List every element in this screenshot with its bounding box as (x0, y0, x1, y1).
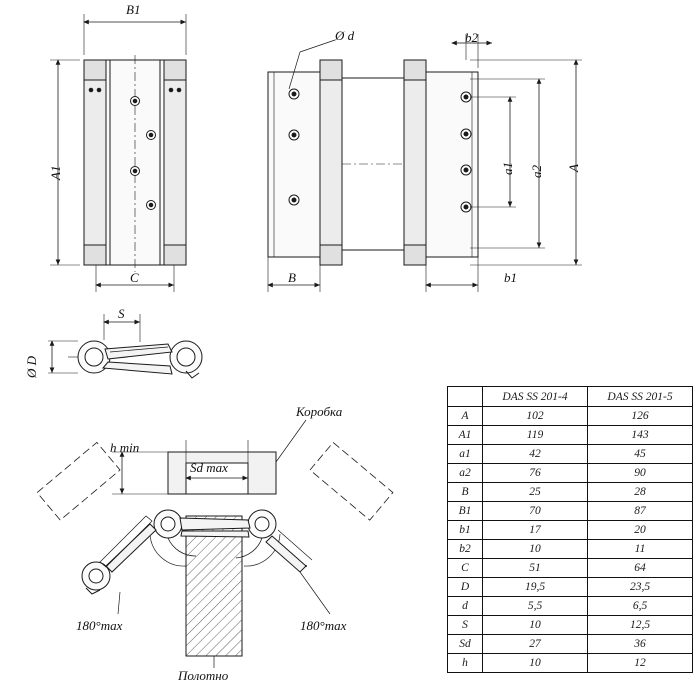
dimension-label-S: S (118, 306, 125, 321)
table-column-header-1: DAS SS 201-5 (588, 387, 693, 407)
table-cell-value-1: 42 (483, 445, 588, 464)
dimension-label-A: A (566, 164, 581, 172)
dimension-label-sd-max: Sd max (190, 460, 228, 475)
dimension-label-A1: A1 (48, 165, 63, 180)
table-cell-param: a2 (448, 464, 483, 483)
table-row (448, 464, 693, 483)
table-row (448, 502, 693, 521)
dimension-label-a1: a1 (500, 162, 515, 175)
table-cell-value-2: 28 (588, 483, 693, 502)
dimension-label-h-min: h min (110, 440, 140, 455)
table-cell-value-1: 10 (483, 616, 588, 635)
table-row (448, 445, 693, 464)
annotation-angle-right: 180°max (300, 618, 347, 633)
table-cell-value-2: 6,5 (588, 597, 693, 616)
section-view (48, 314, 202, 378)
dimension-label-b2: b2 (465, 30, 478, 45)
table-cell-value-2: 87 (588, 502, 693, 521)
table-cell-param: S (448, 616, 483, 635)
table-cell-value-2: 11 (588, 540, 693, 559)
table-cell-value-1: 51 (483, 559, 588, 578)
table-cell-param: C (448, 559, 483, 578)
table-cell-param: b2 (448, 540, 483, 559)
table-cell-param: D (448, 578, 483, 597)
table-row (448, 559, 693, 578)
table-row (448, 578, 693, 597)
table-cell-value-2: 90 (588, 464, 693, 483)
table-row (448, 654, 693, 673)
dimension-label-diameter-d: Ø d (335, 28, 355, 43)
table-column-header-0: DAS SS 201-4 (483, 387, 588, 407)
table-cell-value-2: 12 (588, 654, 693, 673)
dimension-label-a2: a2 (529, 165, 544, 178)
table-cell-param: b1 (448, 521, 483, 540)
dimension-label-b1: b1 (504, 270, 517, 285)
table-cell-param: B (448, 483, 483, 502)
table-cell-value-1: 25 (483, 483, 588, 502)
table-cell-value-2: 12,5 (588, 616, 693, 635)
table-row (448, 635, 693, 654)
table-cell-value-2: 23,5 (588, 578, 693, 597)
table-cell-value-2: 45 (588, 445, 693, 464)
dimension-label-C: C (130, 270, 139, 285)
table-cell-value-2: 143 (588, 426, 693, 445)
table-cell-value-1: 5,5 (483, 597, 588, 616)
side-view (268, 34, 582, 292)
table-cell-param: B1 (448, 502, 483, 521)
table-row (448, 597, 693, 616)
annotation-korobka: Коробка (296, 404, 343, 419)
front-view (50, 14, 186, 292)
table-row (448, 407, 693, 426)
table-cell-value-1: 102 (483, 407, 588, 426)
annotation-angle-left: 180°max (76, 618, 123, 633)
table-cell-param: d (448, 597, 483, 616)
table-row (448, 426, 693, 445)
table-cell-value-2: 64 (588, 559, 693, 578)
table-row (448, 540, 693, 559)
table-cell-value-2: 126 (588, 407, 693, 426)
table-cell-param: A (448, 407, 483, 426)
table-row (448, 483, 693, 502)
table-cell-value-1: 17 (483, 521, 588, 540)
dimension-label-diameter-D: Ø D (24, 355, 39, 378)
table-cell-param: A1 (448, 426, 483, 445)
table-row (448, 521, 693, 540)
table-cell-param: h (448, 654, 483, 673)
table-cell-value-1: 10 (483, 654, 588, 673)
table-cell-value-1: 10 (483, 540, 588, 559)
table-cell-value-1: 70 (483, 502, 588, 521)
table-cell-value-2: 36 (588, 635, 693, 654)
table-cell-param: Sd (448, 635, 483, 654)
table-corner-cell (448, 387, 483, 407)
table-cell-param: a1 (448, 445, 483, 464)
dimension-label-B1: B1 (126, 2, 141, 17)
table-cell-value-1: 27 (483, 635, 588, 654)
table-cell-value-1: 119 (483, 426, 588, 445)
annotation-polotno: Полотно (178, 668, 229, 683)
specification-table (447, 386, 693, 673)
table-cell-value-1: 76 (483, 464, 588, 483)
table-header-row (448, 387, 693, 407)
table-row (448, 616, 693, 635)
table-cell-value-2: 20 (588, 521, 693, 540)
dimension-label-B: B (288, 270, 296, 285)
table-cell-value-1: 19,5 (483, 578, 588, 597)
